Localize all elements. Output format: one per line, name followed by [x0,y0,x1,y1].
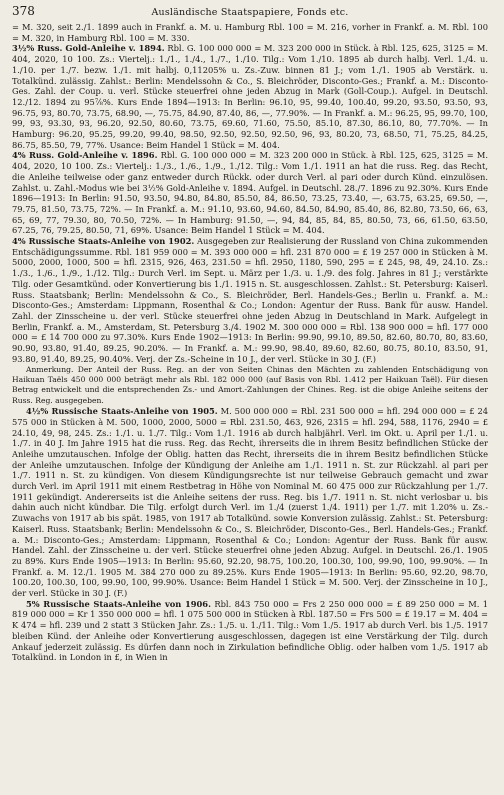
paragraph-text: Anmerkung. Der Anteil der Russ. Reg. an der von Seiten Chinas den Mächten zu zahlenden Entschädigung von Haikuan Taëls 450 000 000 beträgt mehr als Rbl. 182 000 000 (auf Basis von Rbl. 1.412 per Haikuan Taël). Für diesen Betrag entwickelt und die entsprechenden Zs.- und Amort.-Zahlungen der Chines. Reg. ist die obige Anleihe seitens der Russ. Reg. ausgegeben. [12,364,488,405]
paragraph [12,365,488,407]
paragraph [12,599,488,663]
paragraph-text: Rbl. G. 100 000 000 = M. 323 200 000 in Stück. à Rbl. 125, 625, 3125 = M. 404, 2020, 10 100. Zs.: Viertelj.: 1./3., 1./6., 1./9., 1./12. Tilg.: Vom 1./1. 1911 an hat die russ. Reg. das Recht, die Anleihe teilweise oder ganz entweder durch Rückk. oder durch Verl. al pari oder durch Künd. einzulösen. Zahlst. u. Zahl.-Modus wie bei 3½% Gold-Anleihe v. 1894. Aufgel. in Deutschl. 28./7. 1896 zu 92.30%. Kurs Ende 1896—1913: In Berlin: 91.50, 93.50, 94.80, 84.80, 85.50, 84, 86.50, 73.25, 73.40, —, 63.75, 63.25, 69.50, —, 79.75, 81.50, 73.75, 72%. — In Frankf. a. M.: 91.10, 93.60, 94.60, 84.50, 84.90, 85.40, 86, 82.80, 73.50, 66, 63, 65, 69, 77, 79.30, 80, 70.50, 72%. — In Hamburg: 91.50, —, 94, 84, 85, 84, 85, 80.50, 73, 66, 61.50, 63.50, 67.25, 76, 79.25, 80.50, 71, 69%. Usance: Beim Handel 1 Stück = M. 404. [12,150,488,236]
section-heading: 4% Russ. Gold-Anleihe v. 1896. [12,150,158,161]
section-heading: 4% Russische Staats-Anleihe von 1902. [12,236,195,247]
page-header [12,4,488,18]
section-heading: 3½% Russ. Gold-Anleihe v. 1894. [12,43,165,54]
paragraph-text: M. 500 000 000 = Rbl. 231 500 000 = hfl. 294 000 000 = £ 24 575 000 in Stücken à M. 500, 1000, 2000, 5000 = Rbl. 231.50, 463, 926, 2315 = hfl. 294, 588, 1176, 2940 = £ 24.10, 49, 98, 245. Zs.: 1./1. u. 1./7. Tilg.: Vom 1./1. 1916 ab durch halbjährl. Verl. im Okt. u. April per 1./1. u. 1./7. in 40 J. Im Jahre 1915 hat die russ. Reg. das Recht, ihrerseits die in ihrem Besitz befindlichen Stücke der Anleihe umzutauschen. Infolge der Oblig. hatten das Recht, ihrerseits die in ihrem Besitz befindlichen Stücke der Anleihe umzutauschen. Infolge der Kündigung der Anleihe am 1./1. 1911 n. St. zur Rückzahl. al pari per 1./7. 1911 n. St. zu kündigen. Von diesem Kündigungsrechte ist nur teilweise Gebrauch gemacht und zwar durch Verl. im April 1911 mit einem Restbetrag in Höhe von Nominal M. 60 475 000 zur Rückzahlung per 1./7. 1911 gekündigt. Andererseits ist die Anleihe seitens der russ. Reg. bis 1./7. 1911 n. St. nicht verlosbar u. bis dahin auch nicht kündbar. Die Tilg. erfolgt durch Verl. im 1./4 (zuerst 1./4. 1911) per 1./7. mit 1.20% u. Zs.-Zuwachs von 1917 ab bis spät. 1985, von 1917 ab Totalkünd. sowie Konversion zulässig. Zahlst.: St. Petersburg: Kaiserl. Russ. Staatsbank; Berlin: Mendelssohn & Co., S. Bleichröder, Disconto-Ges., Berl. Handels-Ges.; Frankf. a. M.: Disconto-Ges.; Amsterdam: Lippmann, Rosenthal & Co.; London: Agentur der Russ. Bank für ausw. Handel. Zahl. der Zinsscheine u. der verl. Stücke steuerfrei ohne jeden Abzug. Aufgel. in Deutschl. 26./1. 1905 zu 89%. Kurs Ende 1905—1913: In Berlin: 95.60, 92.20, 98.75, 100.20, 100.30, 100, 99.90, 100, 99.90%. — In Frankf. a. M. 12./1. 1905 M. 384 270 000 zu 89.25%. Kurs Ende 1905—1913: In Berlin: 95.60, 92.20, 98.70, 100.20, 100.30, 100, 99.90, 100, 99.90%. Usance: Beim Handel 1 Stück = M. 500. Verj. der Zinsscheine in 10 J., der verl. Stücke in 30 J. (F.) [12,406,488,599]
paragraph [12,43,488,150]
paragraph-text: Ausgegeben zur Realisierung der Russland von China zukommenden Entschädigungssumme. Rbl. 181 959 000 = M. 393 000 000 = hfl. 231 870 000 = £ 19 257 000 in Stücken à M. 5000, 2000, 1000, 500 = hfl. 2315, 926, 463, 231.50 = hfl. 2950, 1180, 590, 295 = £ 245, 98, 49, 24.10. Zs.: 1./3., 1./6., 1./9., 1./12. Tilg.: Durch Verl. im Sept. u. März per 1./3. u. 1./9. des folg. Jahres in 81 J.; verstärkte Tilg. oder Gesamtkünd. oder Konvertierung bis 1./1. 1915 n. St. ausgeschlossen. Zahlst.: St. Petersburg: Kaiserl. Russ. Staatsbank; Berlin: Mendelssohn & Co., S. Bleichröder, Berl. Handels-Ges.; Berlin u. Frankf. a. M.: Disconto-Ges.; Amsterdam: Lippmann, Rosenthal & Co.; London: Agentur der Russ. Bank für ausw. Handel. Zahl. der Zinsscheine u. der verl. Stücke steuerfrei ohne jeden Abzug in Deutschland in Mark. Aufgelegt in Berlin, Frankf. a. M., Amsterdam, St. Petersburg 3./4. 1902 M. 300 000 000 = Rbl. 138 900 000 = hfl. 177 000 000 = £ 14 700 000 zu 97.30%. Kurs Ende 1902—1913: In Berlin: 99.90, 99.10, 89.50, 82.60, 80.70, 80, 83.60, 90.90, 93.80, 91.40, 89.25, 90.20%. — In Frankf. a. M.: 99.90, 98.40, 89.60, 82.60, 80.75, 80.10, 83.50, 91, 93.80, 91.40, 89.25, 90.40%. Verj. der Zs.-Scheine in 10 J., der verl. Stücke in 30 J. (F.) [12,236,488,364]
body-text [12,22,488,791]
paragraph-text: Rbl. G. 100 000 000 = M. 323 200 000 in Stück. à Rbl. 125, 625, 3125 = M. 404, 2020, 10 100. Zs.: Viertelj.: 1./1., 1./4., 1./7., 1./10. Tilg.: Vom 1./10. 1895 ab durch halbj. Verl. 1./4. u. 1./10. per 1./7. bezw. 1./1. mit halbj. 0,11205% u. Zs.-Zuw. binnen 81 J.; vom 1./1. 1905 ab Verstärk. u. Totalkünd. zulässig. Zahlst.: Berlin: Mendelssohn & Co., S. Bleichröder, Disconto-Ges.; Frankf. a. M.: Disconto-Ges. Zahl. der Coup. u. verl. Stücke steuerfrei ohne jeden Abzug in Mark (Goll-Coup.). Aufgel. in Deutschl. 12./12. 1894 zu 95⅞%. Kurs Ende 1894—1913: In Berlin: 96.10, 95, 99.40, 100.40, 99.20, 93.50, 93.50, 93, 96.75, 93, 80.70, 73.75, 68.90, —, 75.75, 84.90, 87.40, 86, —, 77.90%. — In Frankf. a. M.: 96.25, 95, 99.70, 100, 99, 93, 93.30, 93, 96.20, 92.50, 80.60, 73.75, 69.60, 71.60, 75.50, 85.10, 87.30, 86.10, 80, 77.70%. — In Hamburg: 96.20, 95.25, 99.20, 99.40, 98.50, 92.50, 92.50, 92.50, 96, 93, 80.20, 73, 68.50, 71, 75.25, 84.25, 86.75, 85.50, 79, 77%. Usance: Beim Handel 1 Stück = M. 404. [12,43,488,150]
page-number: 378 [12,4,35,18]
running-title: Ausländische Staatspapiere, Fonds etc. [151,7,349,18]
paragraph [12,22,488,43]
paragraph-text: = M. 320, seit 2./1. 1899 auch in Frankf. a. M. u. Hamburg Rbl. 100 = M. 216, vorher in Frankf. a. M. Rbl. 100 = M. 320, in Hamburg Rbl. 100 = M. 330. [12,22,488,43]
section-heading: 4½% Russische Staats-Anleihe von 1905. [26,406,218,417]
paragraph [12,150,488,236]
paragraph [12,236,488,364]
paragraph [12,406,488,599]
paragraph-text: Rbl. 843 750 000 = Frs 2 250 000 000 = £ 89 250 000 = M. 1 819 000 000 = Kr 1 350 000 000 = hfl. 1 075 500 000 in Stücken à Rbl. 187.50 = Frs 500 = £ 19.17 = M. 404 = K 474 = hfl. 239 und 2 statt 3 Stücken Jahr. Zs.: 1./5. u. 1./11. Tilg.: Vom 1./5. 1917 ab durch Verl. bis 1./5. 1917 bleiben Künd. der Anleihe oder Konvertierung ausgeschlossen, dagegen ist eine Verstärkung der Tilg. durch Ankauf jederzeit zulässig. Es dürfen dann noch in Zirkulation befindliche Oblig. oder halben vom 1./5. 1917 ab Totalkünd. in London in £, in Wien in [12,598,488,663]
section-heading: 5% Russische Staats-Anleihe von 1906. [26,598,211,609]
